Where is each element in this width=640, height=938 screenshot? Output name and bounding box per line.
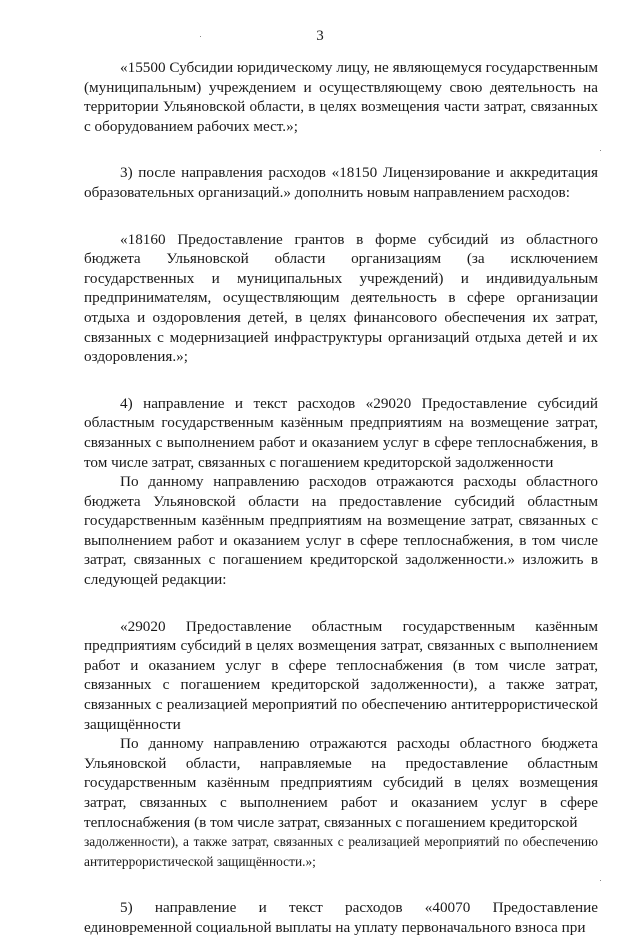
scan-mark [200,36,201,37]
paragraph-15500: «15500 Субсидии юридическому лицу, не являющемуся государственным (муниципальным) учреждением и осуществляющему свою деятельность на территории Ульяновской области, в целях возмещения части затрат, связанных с оборудованием рабочих мест.»; [84,59,598,135]
paragraph-item-3: 3) после направления расходов «18150 Лицензирование и аккредитация образовательных организаций.» дополнить новым направлением расходов: [84,164,598,201]
scan-mark [600,150,601,151]
scan-mark [600,880,601,881]
paragraph-29020-new: «29020 Предоставление областным государственным казённым предприятиям субсидий в целях возмещения затрат, связанных с выполнением работ и оказанием услуг в сфере теплоснабжения (в том числе затрат, связанных с погашением кредиторской задолженности), а также затрат, связанных с реализацией мероприятий по обеспечению антитеррористической защищённости [84,617,598,733]
paragraph-29020-new-description: По данному направлению отражаются расходы областного бюджета Ульяновской области, направляемые на предоставление областным государственным казённым предприятиям субсидий в целях возмещения затрат, связанных с выполнением работ и оказанием услуг в сфере теплоснабжения (в том числе затрат, связанных с погашением кредиторской [84,735,598,831]
paragraph-item-4-description: По данному направлению расходов отражаются расходы областного бюджета Ульяновской области на предоставление субсидий областным государственным казённым предприятиям на возмещение затрат, связанных с выполнением работ и оказанием услуг в сфере теплоснабжения, в том числе затрат, связанных с погашением кредиторской задолженности.» изложить в следующей редакции: [84,473,598,589]
page-number: 3 [316,28,324,44]
document-body [84,58,598,938]
paragraph-item-5: 5) направление и текст расходов «40070 Предоставление единовременной социальной выплаты на уплату первоначального взноса при [84,899,598,936]
paragraph-29020-new-description-end: задолженности), а также затрат, связанных с реализацией мероприятий по обеспечению антитеррористической защищённости.»; [84,834,598,869]
paragraph-item-4: 4) направление и текст расходов «29020 Предоставление субсидий областным государственным казённым предприятиям на возмещение затрат, связанных с выполнением работ и оказанием услуг в сфере теплоснабжения, в том числе затрат, связанных с погашением кредиторской задолженности [84,394,598,471]
paragraph-18160: «18160 Предоставление грантов в форме субсидий из областного бюджета Ульяновской области организациям (за исключением государственных и муниципальных учреждений) и индивидуальным предпринимателям, осуществляющим деятельность в сфере организации отдыха и оздоровления детей, в целях финансового обеспечения их затрат, связанных с модернизацией инфраструктуры организаций отдыха детей и их оздоровления.»; [84,230,598,366]
